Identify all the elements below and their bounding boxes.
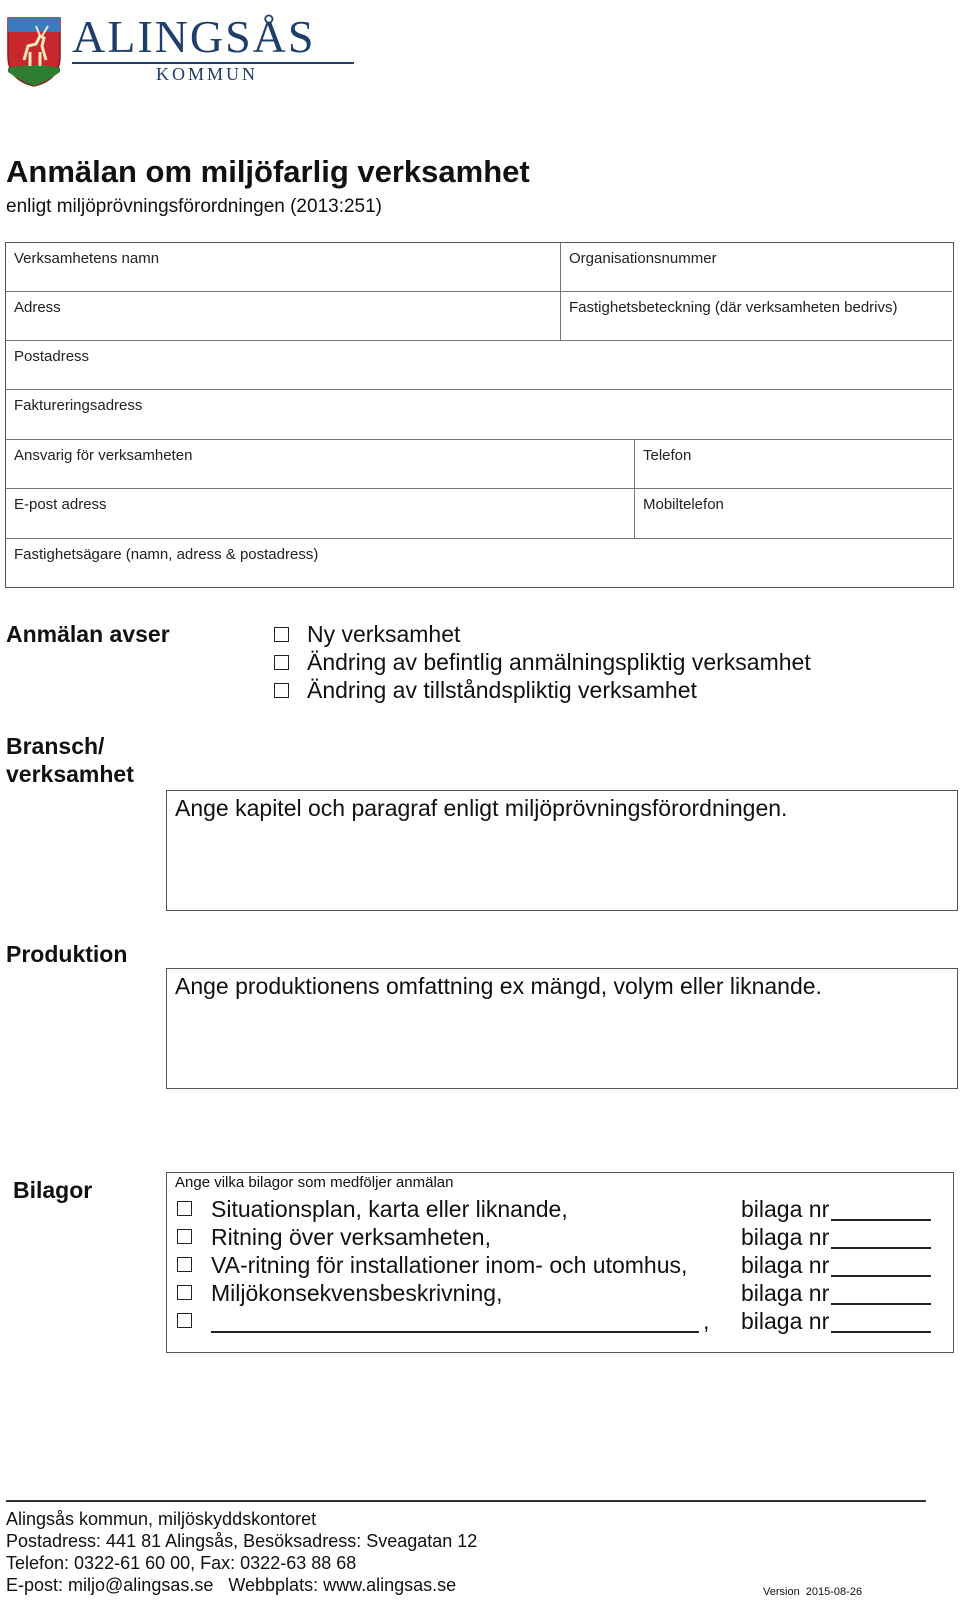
footer-divider	[6, 1500, 926, 1502]
company-name-field[interactable]	[6, 243, 560, 291]
footer-office: Alingsås kommun, miljöskyddskontoret	[6, 1509, 317, 1529]
attachment-row-custom	[175, 1307, 945, 1335]
attachment-label: Situationsplan, karta eller liknande,	[211, 1196, 568, 1222]
attachment-number-input[interactable]	[831, 1275, 931, 1277]
logo-subtitle: KOMMUN	[156, 64, 259, 84]
option-label: Ny verksamhet	[307, 621, 461, 647]
version-label: Version 2015-08-26	[763, 1586, 863, 1598]
attachments-heading: Bilagor	[13, 1177, 93, 1203]
branch-heading-line1: Bransch/	[6, 733, 105, 759]
attachment-number-input[interactable]	[831, 1219, 931, 1221]
attachment-number-label: bilaga nr	[741, 1196, 830, 1222]
checkbox-icon[interactable]	[274, 683, 289, 698]
attachment-label: Ritning över verksamheten,	[211, 1224, 491, 1250]
option-label: Ändring av befintlig anmälningspliktig verksamhet	[307, 649, 811, 675]
footer-email-web: E-post: miljo@alingsas.se Webbplats: www.alingsas.se	[6, 1575, 457, 1595]
footer-address: Postadress: 441 81 Alingsås, Besöksadress: Sveagatan 12	[6, 1531, 478, 1551]
attachment-number-input[interactable]	[831, 1303, 931, 1305]
responsible-field[interactable]	[6, 440, 634, 488]
email-label: E-post adress	[14, 496, 107, 513]
notice-heading: Anmälan avser	[6, 621, 170, 647]
custom-attachment-input[interactable]	[211, 1331, 699, 1333]
owner-label: Fastighetsägare (namn, adress & postadress)	[14, 546, 319, 563]
address-label: Adress	[14, 299, 61, 316]
phone-field[interactable]	[635, 440, 952, 488]
attachment-number-label: bilaga nr	[741, 1224, 830, 1250]
attachments-hint: Ange vilka bilagor som medföljer anmälan	[175, 1174, 454, 1191]
production-heading: Produktion	[6, 941, 128, 967]
notice-option-change-permit[interactable]	[274, 676, 811, 704]
coat-of-arms-icon	[6, 16, 62, 88]
production-textarea[interactable]	[166, 968, 958, 1089]
footer-phone: Telefon: 0322-61 60 00, Fax: 0322-63 88 68	[6, 1553, 357, 1573]
org-number-label: Organisationsnummer	[569, 250, 717, 267]
checkbox-icon[interactable]	[177, 1313, 192, 1328]
attachment-number-label: bilaga nr	[741, 1308, 830, 1334]
branch-textarea[interactable]	[166, 790, 958, 911]
branch-hint: Ange kapitel och paragraf enligt miljöprövningsförordningen.	[175, 795, 788, 821]
attachment-label: VA-ritning för installationer inom- och utomhus,	[211, 1252, 688, 1278]
branch-heading	[6, 732, 134, 788]
checkbox-icon[interactable]	[177, 1257, 192, 1272]
postal-address-field[interactable]	[6, 341, 952, 389]
billing-address-label: Faktureringsadress	[14, 397, 143, 414]
notice-options	[274, 620, 811, 704]
page-title: Anmälan om miljöfarlig verksamhet	[6, 154, 530, 189]
mobile-label: Mobiltelefon	[643, 496, 724, 513]
postal-address-label: Postadress	[14, 348, 90, 365]
option-label: Ändring av tillståndspliktig verksamhet	[307, 677, 697, 703]
attachment-row	[175, 1279, 945, 1307]
owner-field[interactable]	[6, 539, 952, 587]
mobile-field[interactable]	[635, 489, 952, 538]
attachment-label: Miljökonsekvensbeskrivning,	[211, 1280, 503, 1306]
org-number-field[interactable]	[561, 243, 952, 291]
notice-option-new[interactable]	[274, 620, 811, 648]
attachment-number-label: bilaga nr	[741, 1252, 830, 1278]
checkbox-icon[interactable]	[274, 627, 289, 642]
checkbox-icon[interactable]	[177, 1285, 192, 1300]
attachment-number-input[interactable]	[831, 1331, 931, 1333]
attachment-row	[175, 1195, 945, 1223]
branch-heading-line2: verksamhet	[6, 761, 134, 787]
responsible-label: Ansvarig för verksamheten	[14, 447, 193, 464]
property-label: Fastighetsbeteckning (där verksamheten bedrivs)	[569, 299, 898, 316]
email-field[interactable]	[6, 489, 634, 538]
production-hint: Ange produktionens omfattning ex mängd, volym eller liknande.	[175, 973, 822, 999]
attachment-number-input[interactable]	[831, 1247, 931, 1249]
billing-address-field[interactable]	[6, 390, 952, 438]
attachments-box	[166, 1172, 954, 1353]
page-subtitle: enligt miljöprövningsförordningen (2013:251)	[6, 196, 383, 217]
address-field[interactable]	[6, 292, 560, 340]
attachment-row	[175, 1223, 945, 1251]
checkbox-icon[interactable]	[274, 655, 289, 670]
notice-option-change-notifiable[interactable]	[274, 648, 811, 676]
checkbox-icon[interactable]	[177, 1229, 192, 1244]
custom-attachment-comma: ,	[703, 1308, 710, 1334]
attachment-number-label: bilaga nr	[741, 1280, 830, 1306]
checkbox-icon[interactable]	[177, 1201, 192, 1216]
phone-label: Telefon	[643, 447, 692, 464]
property-field[interactable]	[561, 292, 952, 340]
applicant-info-table	[5, 242, 954, 588]
municipality-logo	[6, 10, 366, 88]
attachment-row	[175, 1251, 945, 1279]
logo-name: ALINGSÅS	[72, 11, 316, 62]
company-name-label: Verksamhetens namn	[14, 250, 160, 267]
